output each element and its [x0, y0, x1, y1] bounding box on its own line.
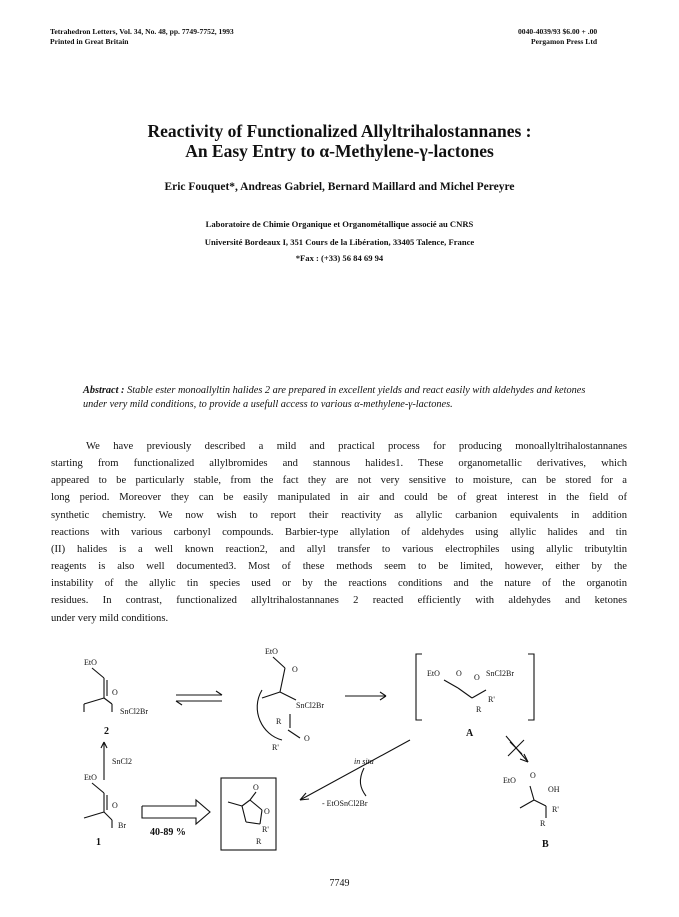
- scheme-br-1: Br: [118, 821, 126, 830]
- publisher: Pergamon Press Ltd: [531, 37, 598, 46]
- bond: [273, 657, 285, 668]
- body-line-3: appeared to be particularly stable, from the fact they are not very sensitive to moisture, can be stored for a: [51, 475, 627, 486]
- scheme-sncl2: SnCl2: [112, 757, 133, 766]
- scheme-o-A2: O: [474, 673, 480, 682]
- scheme-eto-1: EtO: [84, 773, 97, 782]
- bond: [288, 730, 300, 738]
- bond: [520, 800, 534, 808]
- bracket-right: [528, 654, 534, 720]
- arrow-head: [216, 691, 222, 695]
- body-line-6: reactions with various carbonyl compounds. Barbier-type allylation of aldehydes using allylic halides and tin: [51, 527, 627, 538]
- bond: [262, 692, 280, 698]
- arrow-in-situ: [300, 740, 410, 800]
- scheme-o-carbonyl: O: [304, 734, 310, 743]
- scheme-oh-B: OH: [548, 785, 560, 794]
- scheme-o-mid: O: [292, 665, 298, 674]
- hollow-arrow: [142, 800, 210, 824]
- scheme-yield: 40-89 %: [150, 827, 186, 838]
- body-line-8: reagents is also well documented3. Most of these methods seem to be limited, however, either by the: [51, 561, 627, 572]
- arrow-curve: [257, 690, 282, 740]
- reaction-scheme: [0, 640, 679, 860]
- bracket-left: [416, 654, 422, 720]
- scheme-rp-mid: R': [272, 743, 279, 752]
- bond: [530, 786, 534, 800]
- scheme-rp-A: R': [488, 695, 495, 704]
- scheme-sn-2: SnCl2Br: [120, 707, 149, 716]
- scheme-r-A: R: [476, 705, 482, 714]
- body-line-1: We have previously described a mild and practical process for producing monoallyltrihalostannanes: [86, 441, 627, 452]
- scheme-o-1: O: [112, 801, 118, 810]
- abstract: [83, 384, 593, 411]
- bond: [84, 698, 104, 704]
- bond: [246, 822, 260, 824]
- scheme-r-mid: R: [276, 717, 282, 726]
- abstract-text: Stable ester monoallyltin halides 2 are prepared in excellent yields and react easily with aldehydes and ketones under very mild conditions, to provide a usefull access to various α-methylene-γ-lactones.: [83, 385, 586, 410]
- bond: [444, 680, 458, 688]
- label-A: A: [466, 728, 474, 739]
- affiliation-fax: *Fax : (+33) 56 84 69 94: [295, 253, 384, 263]
- bond: [92, 783, 104, 793]
- body-line-10: residues. In contrast, functionalized allyltrihalostannanes 2 reacted efficiently with aldehydes and ketones: [51, 595, 627, 606]
- scheme-in-situ: in situ: [354, 757, 374, 766]
- title-line-2: An Easy Entry to α-Methylene-γ-lactones: [185, 141, 494, 161]
- bond: [260, 810, 262, 824]
- scheme-byproduct: - EtOSnCl2Br: [322, 799, 368, 808]
- bond: [84, 812, 104, 818]
- label-1: 1: [96, 837, 101, 848]
- affiliation-line-1: Laboratoire de Chimie Organique et Organométallique associé au CNRS: [205, 219, 474, 229]
- bond: [280, 668, 285, 692]
- body-line-5: synthetic chemistry. We now wish to report their reactivity as allylic carbanion equivalents in addition: [51, 510, 627, 521]
- abstract-label: Abstract :: [83, 385, 125, 396]
- scheme-eto-2: EtO: [84, 658, 97, 667]
- arrow-head: [176, 701, 182, 705]
- scheme-eto-A: EtO: [427, 669, 440, 678]
- arrow-curve: [360, 768, 366, 796]
- arrow-head: [380, 696, 386, 700]
- bond: [534, 800, 546, 806]
- label-2: 2: [104, 726, 109, 737]
- scheme-sn-mid: SnCl2Br: [296, 701, 325, 710]
- bond: [104, 698, 112, 704]
- scheme-rp-B: R': [552, 805, 559, 814]
- arrow-head: [380, 692, 386, 696]
- bond: [242, 800, 250, 806]
- journal-citation: Tetrahedron Letters, Vol. 34, No. 48, pp. 7749-7752, 1993: [50, 27, 234, 36]
- printed-location: Printed in Great Britain: [50, 37, 129, 46]
- bond: [458, 688, 472, 698]
- scheme-r-lac: R: [256, 837, 262, 846]
- affiliation-line-2: Université Bordeaux I, 351 Cours de la Libération, 33405 Talence, France: [204, 237, 475, 247]
- scheme-eto-B: EtO: [503, 776, 516, 785]
- body-line-9: instability of the allylic tin species used or by the reactions conditions and the nature of the organotin: [51, 578, 627, 589]
- bond: [242, 806, 246, 822]
- scheme-o-A: O: [456, 669, 462, 678]
- bond: [250, 792, 256, 800]
- body-line-2: starting from functionalized allylbromides and stannous halides1. These organometallic derivatives, which: [51, 458, 627, 469]
- scheme-sn-A: SnCl2Br: [486, 669, 515, 678]
- page-number: 7749: [329, 878, 350, 889]
- body-line-11: under very mild conditions.: [51, 613, 169, 624]
- bond: [104, 812, 112, 820]
- article-code: 0040-4039/93 $6.00 + .00: [518, 27, 598, 36]
- body-line-4: long period. Moreover they can be easily manipulated in air and could be of great interest in the field of: [51, 492, 627, 503]
- scheme-o-lac2: O: [264, 807, 270, 816]
- scheme-rp-lac: R': [262, 825, 269, 834]
- authors: Eric Fouquet*, Andreas Gabriel, Bernard Maillard and Michel Pereyre: [164, 181, 515, 193]
- scheme-eto-mid: EtO: [265, 647, 278, 656]
- scheme-o-B: O: [530, 771, 536, 780]
- bond: [228, 802, 242, 806]
- scheme-r-B: R: [540, 819, 546, 828]
- scheme-o-2: O: [112, 688, 118, 697]
- bond: [92, 668, 104, 678]
- bond: [250, 800, 262, 810]
- body-line-7: (II) halides is a well known reaction2, and allyl transfer to various electrophiles using allylic tributyltin: [51, 544, 627, 555]
- title-line-1: Reactivity of Functionalized Allyltrihalostannanes :: [147, 121, 532, 141]
- bond: [280, 692, 296, 700]
- bond: [472, 690, 486, 698]
- label-B: B: [542, 839, 549, 850]
- scheme-o-lac: O: [253, 783, 259, 792]
